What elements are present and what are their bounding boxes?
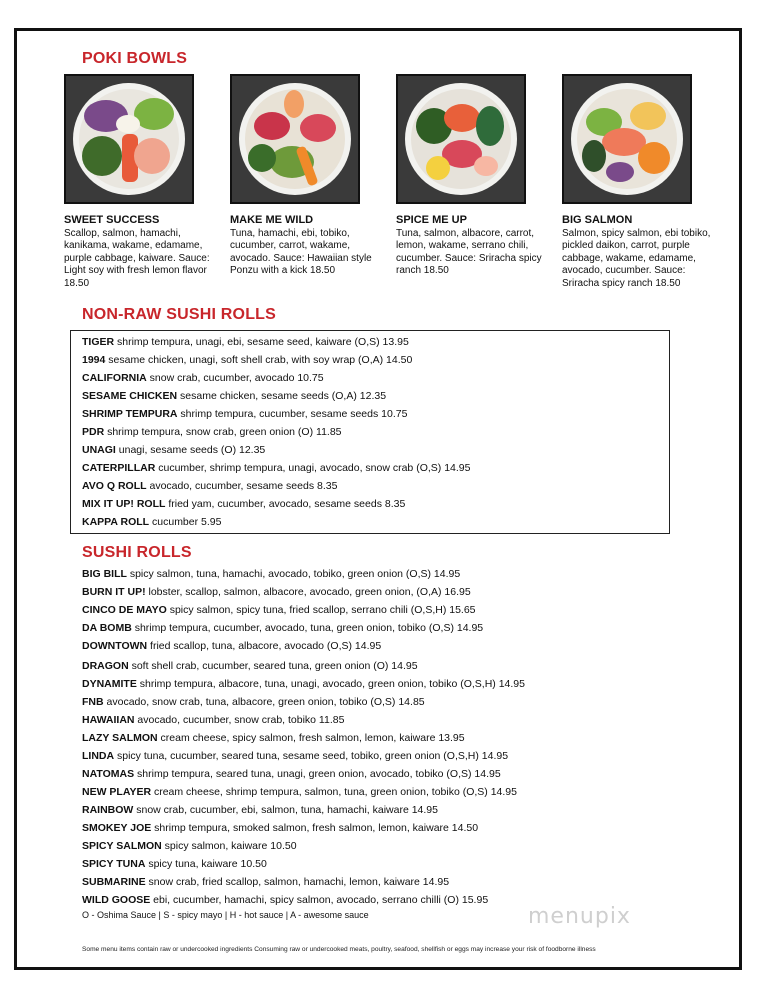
menu-item[interactable] <box>82 354 412 367</box>
item-name: LINDA <box>82 750 115 762</box>
bowl-photo-spice-me-up <box>396 74 526 204</box>
menu-item[interactable] <box>82 660 418 673</box>
item-desc: sesame chicken, sesame seeds (O,A) 12.35 <box>177 390 387 402</box>
item-desc: avocado, cucumber, sesame seeds 8.35 <box>146 480 338 492</box>
menu-item[interactable] <box>82 462 470 475</box>
item-name: SMOKEY JOE <box>82 822 152 834</box>
bowl-name: SPICE ME UP <box>396 214 467 226</box>
item-desc: shrimp tempura, unagi, ebi, sesame seed, kaiware (O,S) 13.95 <box>114 336 409 348</box>
menu-item[interactable] <box>82 894 488 907</box>
item-name: KAPPA ROLL <box>82 516 150 528</box>
menu-item[interactable] <box>82 732 465 745</box>
item-name: DOWNTOWN <box>82 640 148 652</box>
bowl-photo-make-me-wild <box>230 74 360 204</box>
menu-item[interactable] <box>82 840 297 853</box>
item-desc: shrimp tempura, seared tuna, unagi, green onion, avocado, tobiko (O,S) 14.95 <box>134 768 501 780</box>
watermark-logo: menupix <box>528 904 631 929</box>
menu-item[interactable] <box>82 804 438 817</box>
item-desc: avocado, snow crab, tuna, albacore, green onion, tobiko (O,S) 14.85 <box>103 696 425 708</box>
menu-item[interactable] <box>82 714 344 727</box>
sauce-legend: O - Oshima Sauce | S - spicy mayo | H - hot sauce | A - awesome sauce <box>82 910 369 920</box>
item-desc: shrimp tempura, smoked salmon, fresh salmon, lemon, kaiware 14.50 <box>151 822 479 834</box>
item-name: BIG BILL <box>82 568 127 580</box>
bowl-name: BIG SALMON <box>562 214 633 226</box>
menu-item[interactable] <box>82 390 386 403</box>
item-desc: unagi, sesame seeds (O) 12.35 <box>115 444 266 456</box>
item-desc: sesame chicken, unagi, soft shell crab, with soy wrap (O,A) 14.50 <box>105 354 413 366</box>
menu-item[interactable] <box>82 604 476 617</box>
item-desc: shrimp tempura, snow crab, green onion (O) 11.85 <box>104 426 342 438</box>
bowl-photo-sweet-success <box>64 74 194 204</box>
item-name: LAZY SALMON <box>82 732 158 744</box>
menu-item[interactable] <box>82 696 425 709</box>
item-name: CALIFORNIA <box>82 372 147 384</box>
bowl-description: Tuna, salmon, albacore, carrot, lemon, wakame, serrano chili, cucumber. Sauce: Sriracha spicy ranch 18.50 <box>396 228 542 277</box>
menu-item[interactable] <box>82 426 342 439</box>
item-name: TIGER <box>82 336 115 348</box>
item-name: DA BOMB <box>82 622 132 634</box>
non-raw-rolls-heading: NON-RAW SUSHI ROLLS <box>82 306 277 323</box>
item-name: FNB <box>82 696 104 708</box>
item-name: NATOMAS <box>82 768 135 780</box>
item-name: SUBMARINE <box>82 876 146 888</box>
item-desc: shrimp tempura, cucumber, sesame seeds 10.75 <box>177 408 408 420</box>
item-name: DRAGON <box>82 660 129 672</box>
item-desc: spicy salmon, kaiware 10.50 <box>161 840 297 852</box>
menu-item[interactable] <box>82 822 478 835</box>
item-name: SESAME CHICKEN <box>82 390 178 402</box>
item-name: DYNAMITE <box>82 678 137 690</box>
menu-item[interactable] <box>82 408 407 421</box>
menu-item[interactable] <box>82 568 460 581</box>
item-name: RAINBOW <box>82 804 134 816</box>
menu-item[interactable] <box>82 750 508 763</box>
item-name: SPICY TUNA <box>82 858 146 870</box>
bowl-description: Scallop, salmon, hamachi, kanikama, wakame, edamame, purple cabbage, kaiware. Sauce: Light soy with fresh lemon flavor 18.50 <box>64 228 210 289</box>
menu-item[interactable] <box>82 498 405 511</box>
item-desc: spicy salmon, tuna, hamachi, avocado, tobiko, green onion (O,S) 14.95 <box>126 568 461 580</box>
bowl-photo-big-salmon <box>562 74 692 204</box>
menu-item[interactable] <box>82 876 449 889</box>
bowl-description: Tuna, hamachi, ebi, tobiko, cucumber, carrot, wakame, avocado. Sauce: Hawaiian style Ponzu with a kick 18.50 <box>230 228 372 277</box>
health-disclaimer: Some menu items contain raw or undercooked ingredients Consuming raw or undercooked meats, poultry, seafood, shellfish or eggs may increase your risk of foodborne illness <box>82 946 596 953</box>
item-name: PDR <box>82 426 105 438</box>
item-desc: avocado, cucumber, snow crab, tobiko 11.85 <box>134 714 345 726</box>
item-name: WILD GOOSE <box>82 894 151 906</box>
item-name: 1994 <box>82 354 106 366</box>
item-desc: cucumber, shrimp tempura, unagi, avocado, snow crab (O,S) 14.95 <box>155 462 471 474</box>
item-desc: cucumber 5.95 <box>149 516 222 528</box>
bowl-name: SWEET SUCCESS <box>64 214 160 226</box>
item-name: AVO Q ROLL <box>82 480 147 492</box>
item-name: UNAGI <box>82 444 116 456</box>
menu-item[interactable] <box>82 516 221 529</box>
bowl-name: MAKE ME WILD <box>230 214 314 226</box>
menu-item[interactable] <box>82 678 525 691</box>
item-desc: ebi, cucumber, hamachi, spicy salmon, avocado, serrano chilli (O) 15.95 <box>150 894 489 906</box>
item-desc: lobster, scallop, salmon, albacore, avocado, green onion, (O,A) 16.95 <box>145 586 471 598</box>
sushi-rolls-heading: SUSHI ROLLS <box>82 544 192 561</box>
item-desc: fried scallop, tuna, albacore, avocado (O,S) 14.95 <box>147 640 382 652</box>
menu-item[interactable] <box>82 768 501 781</box>
item-desc: shrimp tempura, cucumber, avocado, tuna, green onion, tobiko (O,S) 14.95 <box>131 622 484 634</box>
item-desc: spicy salmon, spicy tuna, fried scallop, serrano chili (O,S,H) 15.65 <box>166 604 476 616</box>
item-desc: spicy tuna, cucumber, seared tuna, sesame seed, tobiko, green onion (O,S,H) 14.95 <box>114 750 509 762</box>
item-name: BURN IT UP! <box>82 586 146 598</box>
item-desc: spicy tuna, kaiware 10.50 <box>145 858 267 870</box>
item-name: SHRIMP TEMPURA <box>82 408 178 420</box>
poki-bowls-heading: POKI BOWLS <box>82 50 188 67</box>
item-desc: shrimp tempura, albacore, tuna, unagi, avocado, green onion, tobiko (O,S,H) 14.95 <box>136 678 525 690</box>
menu-item[interactable] <box>82 336 409 349</box>
item-name: MIX IT UP! ROLL <box>82 498 166 510</box>
menu-item[interactable] <box>82 786 517 799</box>
item-desc: cream cheese, shrimp tempura, salmon, tuna, green onion, tobiko (O,S) 14.95 <box>151 786 517 798</box>
bowl-description: Salmon, spicy salmon, ebi tobiko, pickled daikon, carrot, purple cabbage, wakame, edamame, avocado, cucumber. Sauce: Sriracha spicy ranch 18.50 <box>562 228 711 289</box>
item-name: CINCO DE MAYO <box>82 604 167 616</box>
item-desc: cream cheese, spicy salmon, fresh salmon, lemon, kaiware 13.95 <box>157 732 465 744</box>
item-name: NEW PLAYER <box>82 786 152 798</box>
item-name: HAWAIIAN <box>82 714 135 726</box>
menu-item[interactable] <box>82 622 483 635</box>
menu-item[interactable] <box>82 640 381 653</box>
item-desc: soft shell crab, cucumber, seared tuna, green onion (O) 14.95 <box>128 660 418 672</box>
item-desc: snow crab, cucumber, ebi, salmon, tuna, hamachi, kaiware 14.95 <box>133 804 438 816</box>
item-desc: snow crab, fried scallop, salmon, hamachi, lemon, kaiware 14.95 <box>145 876 450 888</box>
menu-item[interactable] <box>82 480 337 493</box>
item-desc: snow crab, cucumber, avocado 10.75 <box>146 372 324 384</box>
menu-item[interactable] <box>82 444 265 457</box>
item-name: CATERPILLAR <box>82 462 156 474</box>
menu-item[interactable] <box>82 586 471 599</box>
item-name: SPICY SALMON <box>82 840 162 852</box>
item-desc: fried yam, cucumber, avocado, sesame seeds 8.35 <box>165 498 406 510</box>
menu-item[interactable] <box>82 372 324 385</box>
menu-item[interactable] <box>82 858 267 871</box>
